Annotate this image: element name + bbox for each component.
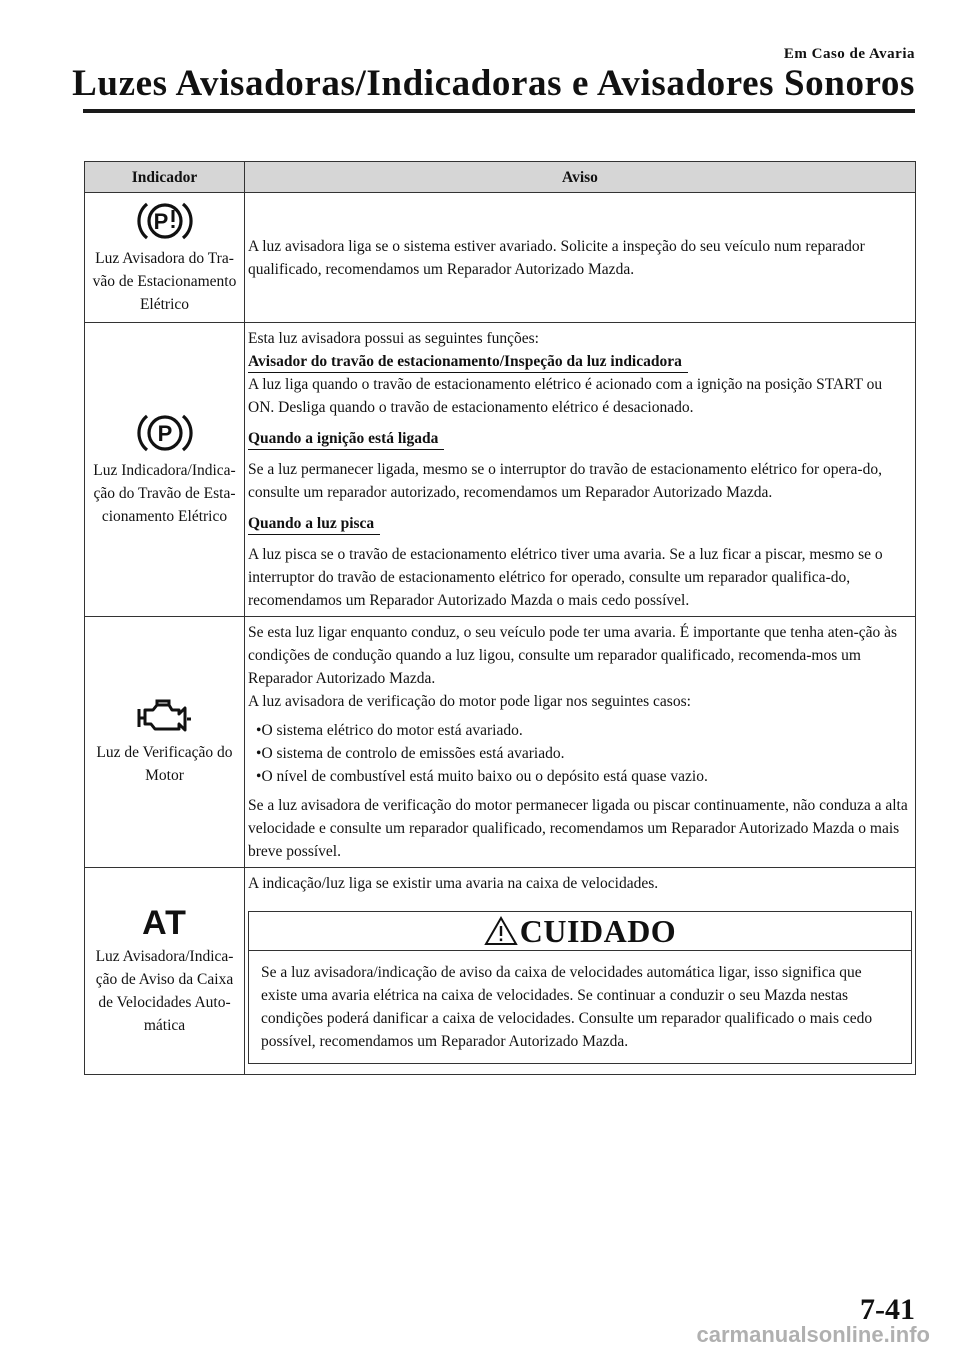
indicator-label: Luz de Verificação do Motor [96, 744, 233, 784]
caution-header [249, 912, 911, 951]
subheading: Quando a luz pisca [248, 513, 380, 535]
warning-paragraph: Se esta luz ligar enquanto conduz, o seu veículo pode ter uma avaria. É importante que tenha aten-ção às condições de condução quando a luz ligou, consulte um reparador qualificado, recomenda-mos um Reparador Autorizado Mazda. [248, 624, 898, 687]
subheading: Avisador do travão de estacionamento/Inspeção da luz indicadora [248, 351, 688, 373]
warning-paragraph: A luz avisadora liga se o sistema estiver avariado. Solicite a inspeção do seu veículo num reparador qualificado, recomendamos um Reparador Autorizado Mazda. [248, 237, 865, 278]
indicator-cell [85, 868, 245, 1075]
warning-paragraph: A indicação/luz liga se existir uma avaria na caixa de velocidades. [248, 875, 659, 892]
warning-cell [245, 323, 916, 617]
warning-paragraph: A luz liga quando o travão de estacionamento elétrico é acionado com a ignição na posição START ou ON. Desliga quando o travão de estacionamento elétrico é desacionado. [248, 376, 883, 416]
caution-title: CUIDADO [519, 912, 677, 949]
indicator-cell [85, 323, 245, 617]
page-number: 7-41 [860, 1293, 915, 1326]
warning-intro: Esta luz avisadora possui as seguintes funções: [248, 330, 539, 347]
indicator-label: Luz Avisadora do Tra-vão de Estacionamento Elétrico [92, 250, 237, 313]
indicator-label: Luz Indicadora/Indica-ção do Travão de Esta-cionamento Elétrico [93, 462, 236, 525]
warning-paragraph: A luz pisca se o travão de estacionamento elétrico tiver uma avaria. Se a luz ficar a piscar, mesmo se o interruptor do travão de estacionamento elétrico for operado, consulte um reparador qualifica-do, recomendamos um Reparador Autorizado Mazda o mais cedo possível. [248, 546, 883, 609]
at-warning-icon: AT [142, 904, 187, 942]
list-item: • O sistema de controlo de emissões está avariado. [256, 742, 912, 765]
table-row [85, 323, 916, 617]
epb-warning-icon [134, 199, 196, 243]
warning-paragraph: Se a luz avisadora de verificação do motor permanecer ligada ou piscar continuamente, não conduza a alta velocidade e consulte um reparador qualificado, recomendamos um Reparador Autorizado Mazda o mais breve possível. [248, 797, 908, 860]
table-row [85, 868, 916, 1075]
table-row [85, 617, 916, 868]
list-item: • O nível de combustível está muito baixo ou o depósito está quase vazio. [256, 765, 912, 788]
caution-box [248, 911, 912, 1064]
warning-cell [245, 193, 916, 323]
svg-text:P: P [153, 209, 168, 234]
warning-lights-table [84, 161, 916, 1075]
warning-paragraph: Se a luz permanecer ligada, mesmo se o interruptor do travão de estacionamento elétrico for opera-do, consulte um reparador autorizado, recomendamos um Reparador Autorizado Mazda. [248, 461, 882, 501]
indicator-cell [85, 193, 245, 323]
indicator-label: Luz Avisadora/Indica-ção de Aviso da Caixa de Velocidades Auto-mática [95, 948, 234, 1034]
header-divider [83, 109, 915, 113]
caution-text: Se a luz avisadora/indicação de aviso da caixa de velocidades automática ligar, isso significa que existe uma avaria elétrica na caixa de velocidades. Se continuar a conduzir o seu Mazda nestas condições poderá danificar a caixa de velocidades. Consulte um reparador qualificado o mais cedo possível, recomendamos um Reparador Autorizado Mazda. [261, 964, 873, 1050]
warning-paragraph: A luz avisadora de verificação do motor pode ligar nos seguintes casos: [248, 693, 691, 710]
table-header-row [85, 162, 916, 193]
parking-brake-indicator-icon [134, 411, 196, 455]
watermark: carmanualsonline.info [696, 1322, 930, 1347]
column-header-indicator: Indicador [85, 162, 245, 193]
warning-triangle-icon [484, 916, 518, 946]
svg-text:P: P [157, 421, 172, 446]
warning-cell [245, 617, 916, 868]
indicator-cell [85, 617, 245, 868]
section-title: Em Caso de Avaria [783, 46, 915, 62]
warning-cell [245, 868, 916, 1075]
cause-list [256, 719, 912, 788]
table-row [85, 193, 916, 323]
subheading: Quando a ignição está ligada [248, 428, 444, 450]
page-title: Luzes Avisadoras/Indicadoras e Avisadores Sonoros [72, 63, 915, 104]
column-header-warning: Aviso [245, 162, 916, 193]
list-item: • O sistema elétrico do motor está avariado. [256, 719, 912, 742]
check-engine-icon [135, 697, 195, 737]
